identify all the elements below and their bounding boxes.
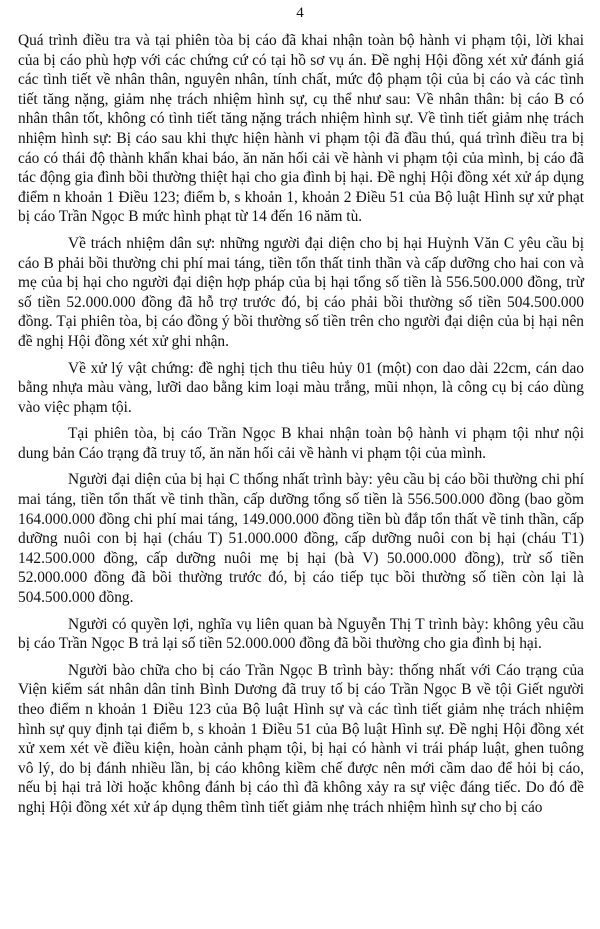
paragraph-evidence-handling: Về xử lý vật chứng: đề nghị tịch thu tiêu hủy 01 (một) con dao dài 22cm, cán dao bằng nhựa màu vàng, lưỡi dao bằng kim loại màu trắng, mũi nhọn, là công cụ bị cáo dùng vào việc phạm tội. [18,359,584,416]
document-body [18,31,584,825]
paragraph-victim-representative: Người đại diện của bị hại C thống nhất trình bày: yêu cầu bị cáo bồi thường chi phí mai táng, tiền tổn thất về tinh thần, cấp dưỡng tổng số tiền là 556.500.000 đồng (bao gồm 164.000.000 đồng chi phí mai táng, 149.000.000 đồng tiền bù đắp tổn thất về tinh thần, cấp dưỡng nuôi con bị hại (cháu T) 51.000.000 đồng, cấp dưỡng nuôi con bị hại (cháu T1) 142.500.000 đồng, cấp dưỡng nuôi mẹ bị hại (bà V) 50.000.000 đồng), trừ số tiền 52.000.000 đồng đã bồi thường trước đó, bị cáo tiếp tục bồi thường số tiền còn lại là 504.500.000 đồng. [18,471,584,607]
page-number: 4 [296,5,304,21]
paragraph-defense-counsel: Người bào chữa cho bị cáo Trần Ngọc B trình bày: thống nhất với Cáo trạng của Viện kiểm sát nhân dân tỉnh Bình Dương đã truy tố bị cáo Trần Ngọc B về tội Giết người theo điểm n khoản 1 Điều 123 của Bộ luật Hình sự và các tình tiết giảm nhẹ trách nhiệm hình sự quy định tại điểm b, s khoản 1 Điều 51 của Bộ luật Hình sự. Đề nghị Hội đồng xét xử xem xét về điều kiện, hoàn cảnh phạm tội, bị hại có hành vi trái pháp luật, ghen tuông vô lý, do bị đánh nhiều lần, bị cáo không kiềm chế được nên mới cầm dao để hỏi bị cáo, nếu bị hại trả lời hoặc không đánh bị cáo thì đã không xảy ra sự việc đáng tiếc. Do đó đề nghị Hội đồng xét xử áp dụng thêm tình tiết giảm nhẹ trách nhiệm hình sự cho bị cáo [18,661,584,816]
paragraph-civil-liability: Về trách nhiệm dân sự: những người đại diện cho bị hại Huỳnh Văn C yêu cầu bị cáo B phải bồi thường chi phí mai táng, tiền tổn thất tinh thần và cấp dưỡng cho hai con và mẹ của bị hại cho người đại diện hợp pháp của bị hại tổng số tiền là 556.500.000 đồng, trừ số tiền 52.000.000 đồng đã hỗ trợ trước đó, bị cáo phải bồi thường số tiền 504.500.000 đồng. Tại phiên tòa, bị cáo đồng ý bồi thường số tiền trên cho người đại diện của bị hại nên đề nghị Hội đồng xét xử ghi nhận. [18,234,584,350]
paragraph-defendant-statement: Tại phiên tòa, bị cáo Trần Ngọc B khai nhận toàn bộ hành vi phạm tội như nội dung bản Cáo trạng đã truy tố, ăn năn hối cải về hành vi phạm tội của mình. [18,425,584,462]
paragraph-prosecution-assessment: Quá trình điều tra và tại phiên tòa bị cáo đã khai nhận toàn bộ hành vi phạm tội, lời khai của bị cáo phù hợp với các chứng cứ có tại hồ sơ vụ án. Đề nghị Hội đồng xét xử đánh giá các tình tiết về nhân thân, nguyên nhân, tính chất, mức độ phạm tội của bị cáo và các tình tiết tăng nặng, giảm nhẹ trách nhiệm hình sự, cụ thể như sau: Về nhân thân: bị cáo B có nhân thân tốt, không có tình tiết tăng nặng trách nhiệm hình sự. Về tình tiết giảm nhẹ trách nhiệm hình sự: Bị cáo sau khi thực hiện hành vi phạm tội đã đầu thú, quá trình điều tra bị cáo có thái độ thành khẩn khai báo, ăn năn hối cải về hành vi phạm tội của mình, bị cáo đã tác động gia đình bồi thường thiệt hại cho gia đình bị hại. Đề nghị Hội đồng xét xử áp dụng điểm n khoản 1 Điều 123; điểm b, s khoản 1, khoản 2 Điều 51 của Bộ luật Hình sự xử phạt bị cáo Trần Ngọc B mức hình phạt từ 14 đến 16 năm tù. [18,32,584,226]
paragraph-related-party: Người có quyền lợi, nghĩa vụ liên quan bà Nguyễn Thị T trình bày: không yêu cầu bị cáo Trần Ngọc B trả lại số tiền 52.000.000 đồng đã bồi thường cho gia đình bị hại. [18,615,584,653]
